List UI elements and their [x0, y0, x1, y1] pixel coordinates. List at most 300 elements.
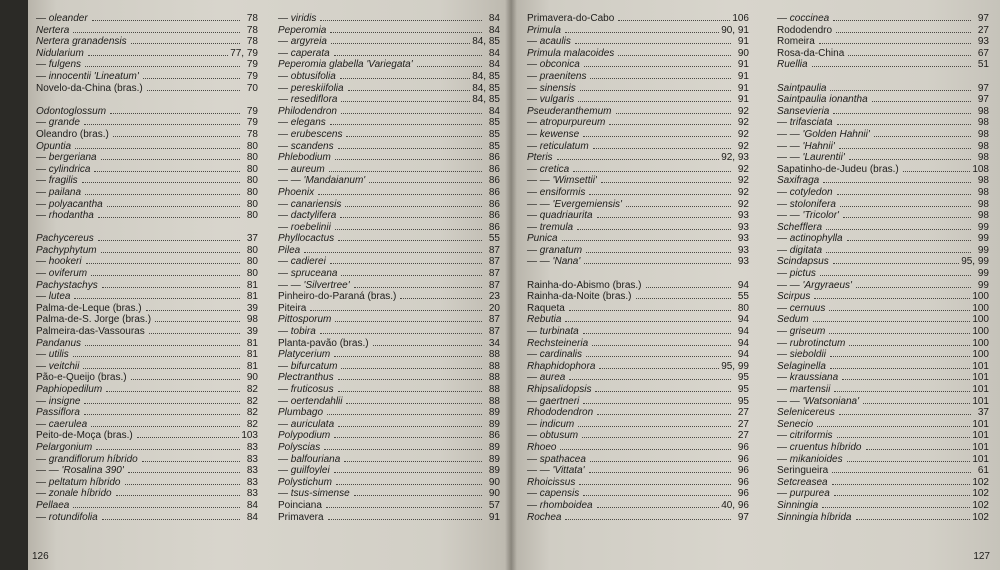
index-entry: [527, 186, 749, 198]
dot-leader: [318, 186, 482, 195]
entry-name: Polyscias: [278, 441, 321, 453]
index-entry: [278, 453, 500, 465]
dot-leader: [601, 174, 731, 183]
dot-leader: [341, 360, 482, 369]
index-entry: [278, 279, 500, 291]
index-entry: [278, 93, 500, 105]
dot-leader: [326, 499, 482, 508]
entry-name: Rebutia: [527, 314, 562, 326]
dot-leader: [94, 163, 240, 172]
entry-page-number: 90: [737, 47, 749, 59]
entry-page-number: 86: [488, 186, 500, 198]
entry-page-number: 89: [488, 453, 500, 465]
dot-leader: [829, 325, 970, 334]
index-entry: [278, 186, 500, 198]
dot-leader: [849, 151, 971, 160]
dot-leader: [73, 348, 240, 357]
entry-page-number: 98: [977, 198, 989, 210]
dot-leader: [328, 511, 482, 520]
index-entry: [777, 82, 989, 94]
entry-name: — resediflora: [278, 94, 338, 106]
index-entry: [777, 58, 989, 70]
index-entry: [278, 511, 500, 523]
entry-page-number: 100: [972, 349, 989, 361]
entry-page-number: 93: [737, 233, 749, 245]
index-entry: [777, 163, 989, 175]
dot-leader: [843, 209, 971, 218]
entry-name: Peperomia: [278, 24, 327, 36]
index-entry: [527, 70, 749, 82]
entry-name: — tsus-simense: [278, 488, 350, 500]
dot-leader: [346, 395, 482, 404]
index-entry: [36, 198, 258, 210]
index-entry: [777, 511, 989, 523]
dot-leader: [131, 371, 240, 380]
dot-leader: [417, 58, 482, 67]
index-entry: [278, 418, 500, 430]
entry-page-number: 89: [488, 418, 500, 430]
entry-name: — granatum: [527, 244, 583, 256]
entry-page-number: 94: [737, 279, 749, 291]
index-entry: [278, 105, 500, 117]
index-entry: [36, 511, 258, 523]
index-entry: [777, 348, 989, 360]
entry-page-number: 94: [737, 314, 749, 326]
index-entry: [777, 325, 989, 337]
entry-page-number: 98: [246, 314, 258, 326]
entry-name: — praenitens: [527, 70, 587, 82]
index-entry: [278, 198, 500, 210]
entry-page-number: 102: [972, 511, 989, 523]
entry-name: — gaertneri: [527, 395, 580, 407]
entry-page-number: 92: [737, 163, 749, 175]
entry-name: — elegans: [278, 117, 326, 129]
entry-page-number: 88: [488, 384, 500, 395]
entry-name: — argyreia: [278, 36, 327, 48]
index-entry: [278, 441, 500, 453]
entry-page-number: 84: [488, 24, 500, 36]
dot-leader: [335, 151, 482, 160]
index-entry: [36, 24, 258, 36]
entry-page-number: 95, 99: [721, 360, 749, 372]
entry-name: — mikanioides: [777, 453, 843, 465]
entry-page-number: 88: [488, 395, 500, 407]
entry-name: Primula malacoides: [527, 47, 615, 59]
entry-page-number: 85: [488, 117, 500, 129]
entry-name: — bifurcatum: [278, 360, 338, 372]
dot-leader: [578, 418, 731, 427]
entry-name: — guilfoylei: [278, 465, 330, 477]
dot-leader: [597, 406, 731, 415]
index-entry: [278, 70, 500, 82]
index-entry: [777, 395, 989, 407]
entry-page-number: 84: [246, 511, 258, 523]
entry-page-number: 83: [246, 488, 258, 500]
entry-page-number: 78: [246, 24, 258, 36]
index-entry: [278, 255, 500, 267]
dot-leader: [338, 418, 482, 427]
index-entry: [777, 35, 989, 47]
entry-name: — — 'Silvertree': [278, 279, 350, 291]
index-entry: [527, 174, 749, 186]
index-entry: [527, 429, 749, 441]
entry-name: Opuntia: [36, 140, 72, 152]
index-entry: [278, 302, 500, 314]
index-entry: [777, 429, 989, 441]
dot-leader: [834, 487, 971, 496]
entry-name: Nidularium: [36, 47, 84, 59]
dot-leader: [344, 453, 482, 462]
dot-leader: [847, 232, 971, 241]
index-entry: [527, 418, 749, 430]
index-entry: [278, 151, 500, 163]
dot-leader: [840, 198, 971, 207]
entry-page-number: 78: [246, 36, 258, 48]
entry-name: Nertera: [36, 24, 70, 36]
index-entry: [278, 487, 500, 499]
index-entry: [278, 337, 500, 349]
dot-leader: [341, 267, 482, 276]
dot-leader: [373, 337, 482, 346]
entry-name: — actinophylla: [777, 233, 843, 245]
index-entry: [36, 441, 258, 453]
entry-name: — aureum: [278, 163, 325, 175]
index-entry: [777, 221, 989, 233]
entry-page-number: 77, 79: [230, 47, 258, 59]
entry-page-number: 95: [737, 395, 749, 407]
entry-name: — lutea: [36, 291, 71, 303]
entry-page-number: 88: [488, 360, 500, 372]
dot-leader: [98, 209, 240, 218]
entry-page-number: 94: [737, 349, 749, 361]
entry-page-number: 100: [972, 291, 989, 303]
entry-page-number: 84, 85: [472, 82, 500, 94]
entry-name: — fragilis: [36, 175, 78, 187]
entry-name: — erubescens: [278, 128, 343, 140]
dot-leader: [101, 244, 240, 253]
index-entry: [278, 383, 500, 395]
entry-name: Pteris: [527, 152, 553, 164]
entry-page-number: 92: [737, 140, 749, 152]
dot-leader: [102, 511, 240, 520]
entry-name: — fulgens: [36, 59, 82, 71]
index-entry: [36, 174, 258, 186]
index-entry: [36, 232, 258, 244]
index-entry: [777, 140, 989, 152]
entry-page-number: 67: [977, 47, 989, 59]
entry-page-number: 55: [737, 291, 749, 303]
dot-leader: [82, 174, 240, 183]
entry-name: — cadierei: [278, 256, 326, 268]
index-entry: [777, 487, 989, 499]
entry-name: — veitchii: [36, 360, 80, 372]
entry-page-number: 87: [488, 314, 500, 326]
dot-leader: [609, 116, 731, 125]
entry-page-number: 102: [972, 488, 989, 500]
dot-leader: [636, 290, 732, 299]
index-entry: [278, 116, 500, 128]
entry-page-number: 87: [488, 268, 500, 280]
index-entry: [777, 279, 989, 291]
entry-page-number: 86: [488, 163, 500, 175]
index-entry: [36, 116, 258, 128]
entry-name: Pseuderanthemum: [527, 105, 612, 117]
dot-leader: [329, 163, 482, 172]
index-entry: [278, 464, 500, 476]
dot-leader: [569, 302, 731, 311]
index-entry: [777, 151, 989, 163]
entry-name: Rainha-do-Abismo (bras.): [527, 279, 642, 291]
index-entry: [527, 464, 749, 476]
entry-name: — — 'Evergemiensis': [527, 198, 622, 210]
entry-page-number: 92: [737, 175, 749, 187]
entry-page-number: 99: [977, 268, 989, 280]
index-entry: [36, 348, 258, 360]
index-entry: [527, 105, 749, 117]
index-entry: [527, 325, 749, 337]
index-entry: [777, 313, 989, 325]
index-entry: [278, 395, 500, 407]
entry-page-number: 86: [488, 221, 500, 233]
entry-page-number: 98: [977, 186, 989, 198]
entry-page-number: 95: [737, 384, 749, 395]
entry-page-number: 37: [977, 407, 989, 419]
entry-name: — cardinalis: [527, 349, 583, 361]
entry-name: — acaulis: [527, 36, 571, 48]
index-entry: [278, 429, 500, 441]
entry-name: — oleander: [36, 13, 88, 24]
dot-leader: [583, 128, 731, 137]
entry-name: Selaginella: [777, 360, 826, 372]
entry-name: — — 'Laurentii': [777, 152, 845, 164]
dot-leader: [142, 453, 240, 462]
entry-name: — coccinea: [777, 13, 830, 24]
entry-name: — — 'Mandaianum': [278, 175, 366, 187]
entry-page-number: 79: [246, 59, 258, 71]
dot-leader: [569, 371, 731, 380]
index-entry: [278, 174, 500, 186]
dot-leader: [562, 232, 731, 241]
book-gutter: [505, 0, 517, 570]
dot-leader: [137, 429, 240, 438]
entry-name: Pelargonium: [36, 441, 93, 453]
entry-name: Phoenix: [278, 186, 315, 198]
entry-page-number: 90: [488, 488, 500, 500]
entry-name: Sansevieria: [777, 105, 830, 117]
left-page: [28, 0, 511, 570]
dot-leader: [832, 464, 971, 473]
entry-page-number: 89: [488, 407, 500, 419]
entry-page-number: 84: [488, 47, 500, 59]
entry-name: — quadriaurita: [527, 210, 593, 222]
dot-leader: [149, 325, 240, 334]
dot-leader: [593, 140, 731, 149]
entry-page-number: 99: [977, 279, 989, 291]
entry-name: Primavera-do-Cabo: [527, 13, 615, 24]
entry-name: Raqueta: [527, 302, 565, 314]
index-entry: [36, 313, 258, 325]
index-entry: [527, 360, 749, 372]
entry-name: Rochea: [527, 511, 562, 523]
dot-leader: [334, 464, 482, 473]
index-entry: [36, 429, 258, 441]
index-entry: [527, 82, 749, 94]
entry-page-number: 79: [246, 70, 258, 82]
dot-leader: [330, 24, 482, 33]
entry-page-number: 82: [246, 384, 258, 395]
entry-name: — sinensis: [527, 82, 576, 94]
entry-name: — pailana: [36, 186, 82, 198]
entry-name: Rhipsalidopsis: [527, 384, 592, 395]
entry-page-number: 96: [737, 476, 749, 488]
dot-leader: [330, 255, 482, 264]
entry-name: Phlebodium: [278, 152, 331, 164]
dot-leader: [334, 348, 482, 357]
index-entry: [278, 209, 500, 221]
entry-name: — grandiflorum híbrido: [36, 453, 138, 465]
entry-page-number: 80: [246, 186, 258, 198]
dot-leader: [131, 35, 240, 44]
entry-name: Plectranthus: [278, 372, 334, 384]
dot-leader: [338, 140, 482, 149]
dot-leader: [330, 116, 482, 125]
entry-page-number: 80: [246, 244, 258, 256]
index-entry: [36, 499, 258, 511]
dot-leader: [335, 221, 482, 230]
entry-name: Primavera: [278, 511, 324, 523]
entry-page-number: 93: [737, 244, 749, 256]
entry-name: Pão-e-Queijo (bras.): [36, 372, 127, 384]
index-entry: [777, 12, 989, 24]
dot-leader: [340, 209, 482, 218]
entry-page-number: 93: [737, 221, 749, 233]
entry-name: Polystichum: [278, 476, 332, 488]
dot-leader: [83, 360, 240, 369]
entry-page-number: 86: [488, 430, 500, 442]
entry-name: Palma-de-Leque (bras.): [36, 302, 142, 314]
dot-leader: [872, 93, 971, 102]
dot-leader: [830, 348, 970, 357]
index-entry: [527, 337, 749, 349]
entry-name: Sapatinho-de-Judeu (bras.): [777, 163, 899, 175]
dot-leader: [583, 395, 731, 404]
entry-page-number: 97: [977, 82, 989, 94]
dot-leader: [75, 140, 240, 149]
entry-page-number: 102: [972, 476, 989, 488]
index-entry: [527, 232, 749, 244]
entry-name: — martensii: [777, 384, 831, 395]
entry-page-number: 97: [737, 511, 749, 523]
index-spacer: [36, 221, 258, 233]
entry-name: — zonale híbrido: [36, 488, 112, 500]
dot-leader: [565, 24, 719, 33]
dot-leader: [837, 116, 971, 125]
dot-leader: [102, 279, 240, 288]
index-entry: [278, 476, 500, 488]
index-entry: [777, 128, 989, 140]
dot-leader: [86, 255, 240, 264]
dot-leader: [833, 12, 971, 21]
entry-page-number: 83: [246, 453, 258, 465]
index-entry: [278, 128, 500, 140]
entry-name: Piteira: [278, 302, 307, 314]
entry-name: Ruellia: [777, 59, 808, 71]
entry-page-number: 78: [246, 13, 258, 24]
entry-page-number: 90: [488, 476, 500, 488]
index-entry: [777, 371, 989, 383]
entry-page-number: 81: [246, 360, 258, 372]
entry-name: Philodendron: [278, 105, 337, 117]
entry-page-number: 27: [737, 430, 749, 442]
entry-page-number: 98: [977, 128, 989, 140]
entry-page-number: 88: [488, 349, 500, 361]
entry-name: — spathacea: [527, 453, 586, 465]
dot-leader: [338, 383, 482, 392]
dot-leader: [96, 441, 240, 450]
entry-name: — atropurpureum: [527, 117, 606, 129]
dot-leader: [577, 221, 731, 230]
entry-name: Rainha-da-Noite (bras.): [527, 291, 632, 303]
dot-leader: [848, 47, 971, 56]
dot-leader: [597, 499, 720, 508]
index-entry: [777, 198, 989, 210]
dot-leader: [369, 174, 482, 183]
index-entry: [36, 209, 258, 221]
entry-page-number: 87: [488, 326, 500, 338]
index-entry: [36, 383, 258, 395]
dot-leader: [84, 406, 240, 415]
index-entry: [278, 348, 500, 360]
dot-leader: [354, 279, 482, 288]
dot-leader: [580, 82, 731, 91]
entry-name: — — 'Watsoniana': [777, 395, 860, 407]
entry-page-number: 98: [977, 140, 989, 152]
index-entry: [777, 290, 989, 302]
dot-leader: [88, 47, 228, 56]
index-entry: [36, 151, 258, 163]
index-entry: [36, 395, 258, 407]
page-number-left: 126: [32, 551, 49, 562]
entry-name: — citriformis: [777, 430, 833, 442]
dot-leader: [128, 464, 240, 473]
index-entry: [777, 476, 989, 488]
dot-leader: [599, 360, 719, 369]
dot-leader: [874, 128, 971, 137]
entry-page-number: 91: [737, 94, 749, 106]
index-entry: [36, 464, 258, 476]
dot-leader: [348, 82, 471, 91]
entry-name: Pilea: [278, 244, 301, 256]
dot-leader: [125, 476, 241, 485]
entry-name: — obtusifolia: [278, 70, 336, 82]
entry-name: — purpurea: [777, 488, 830, 500]
index-entry: [527, 313, 749, 325]
entry-page-number: 101: [972, 453, 989, 465]
index-entry: [777, 383, 989, 395]
entry-name: Senecio: [777, 418, 814, 430]
entry-name: — stolonifera: [777, 198, 836, 210]
entry-name: — digitata: [777, 244, 823, 256]
entry-name: — tobira: [278, 326, 316, 338]
dot-leader: [586, 244, 731, 253]
dot-leader: [813, 313, 971, 322]
entry-page-number: 51: [977, 59, 989, 71]
entry-page-number: 95, 99: [961, 256, 989, 268]
entry-page-number: 39: [246, 302, 258, 314]
entry-name: — turbinata: [527, 326, 579, 338]
entry-page-number: 91: [488, 511, 500, 523]
index-entry: [36, 279, 258, 291]
